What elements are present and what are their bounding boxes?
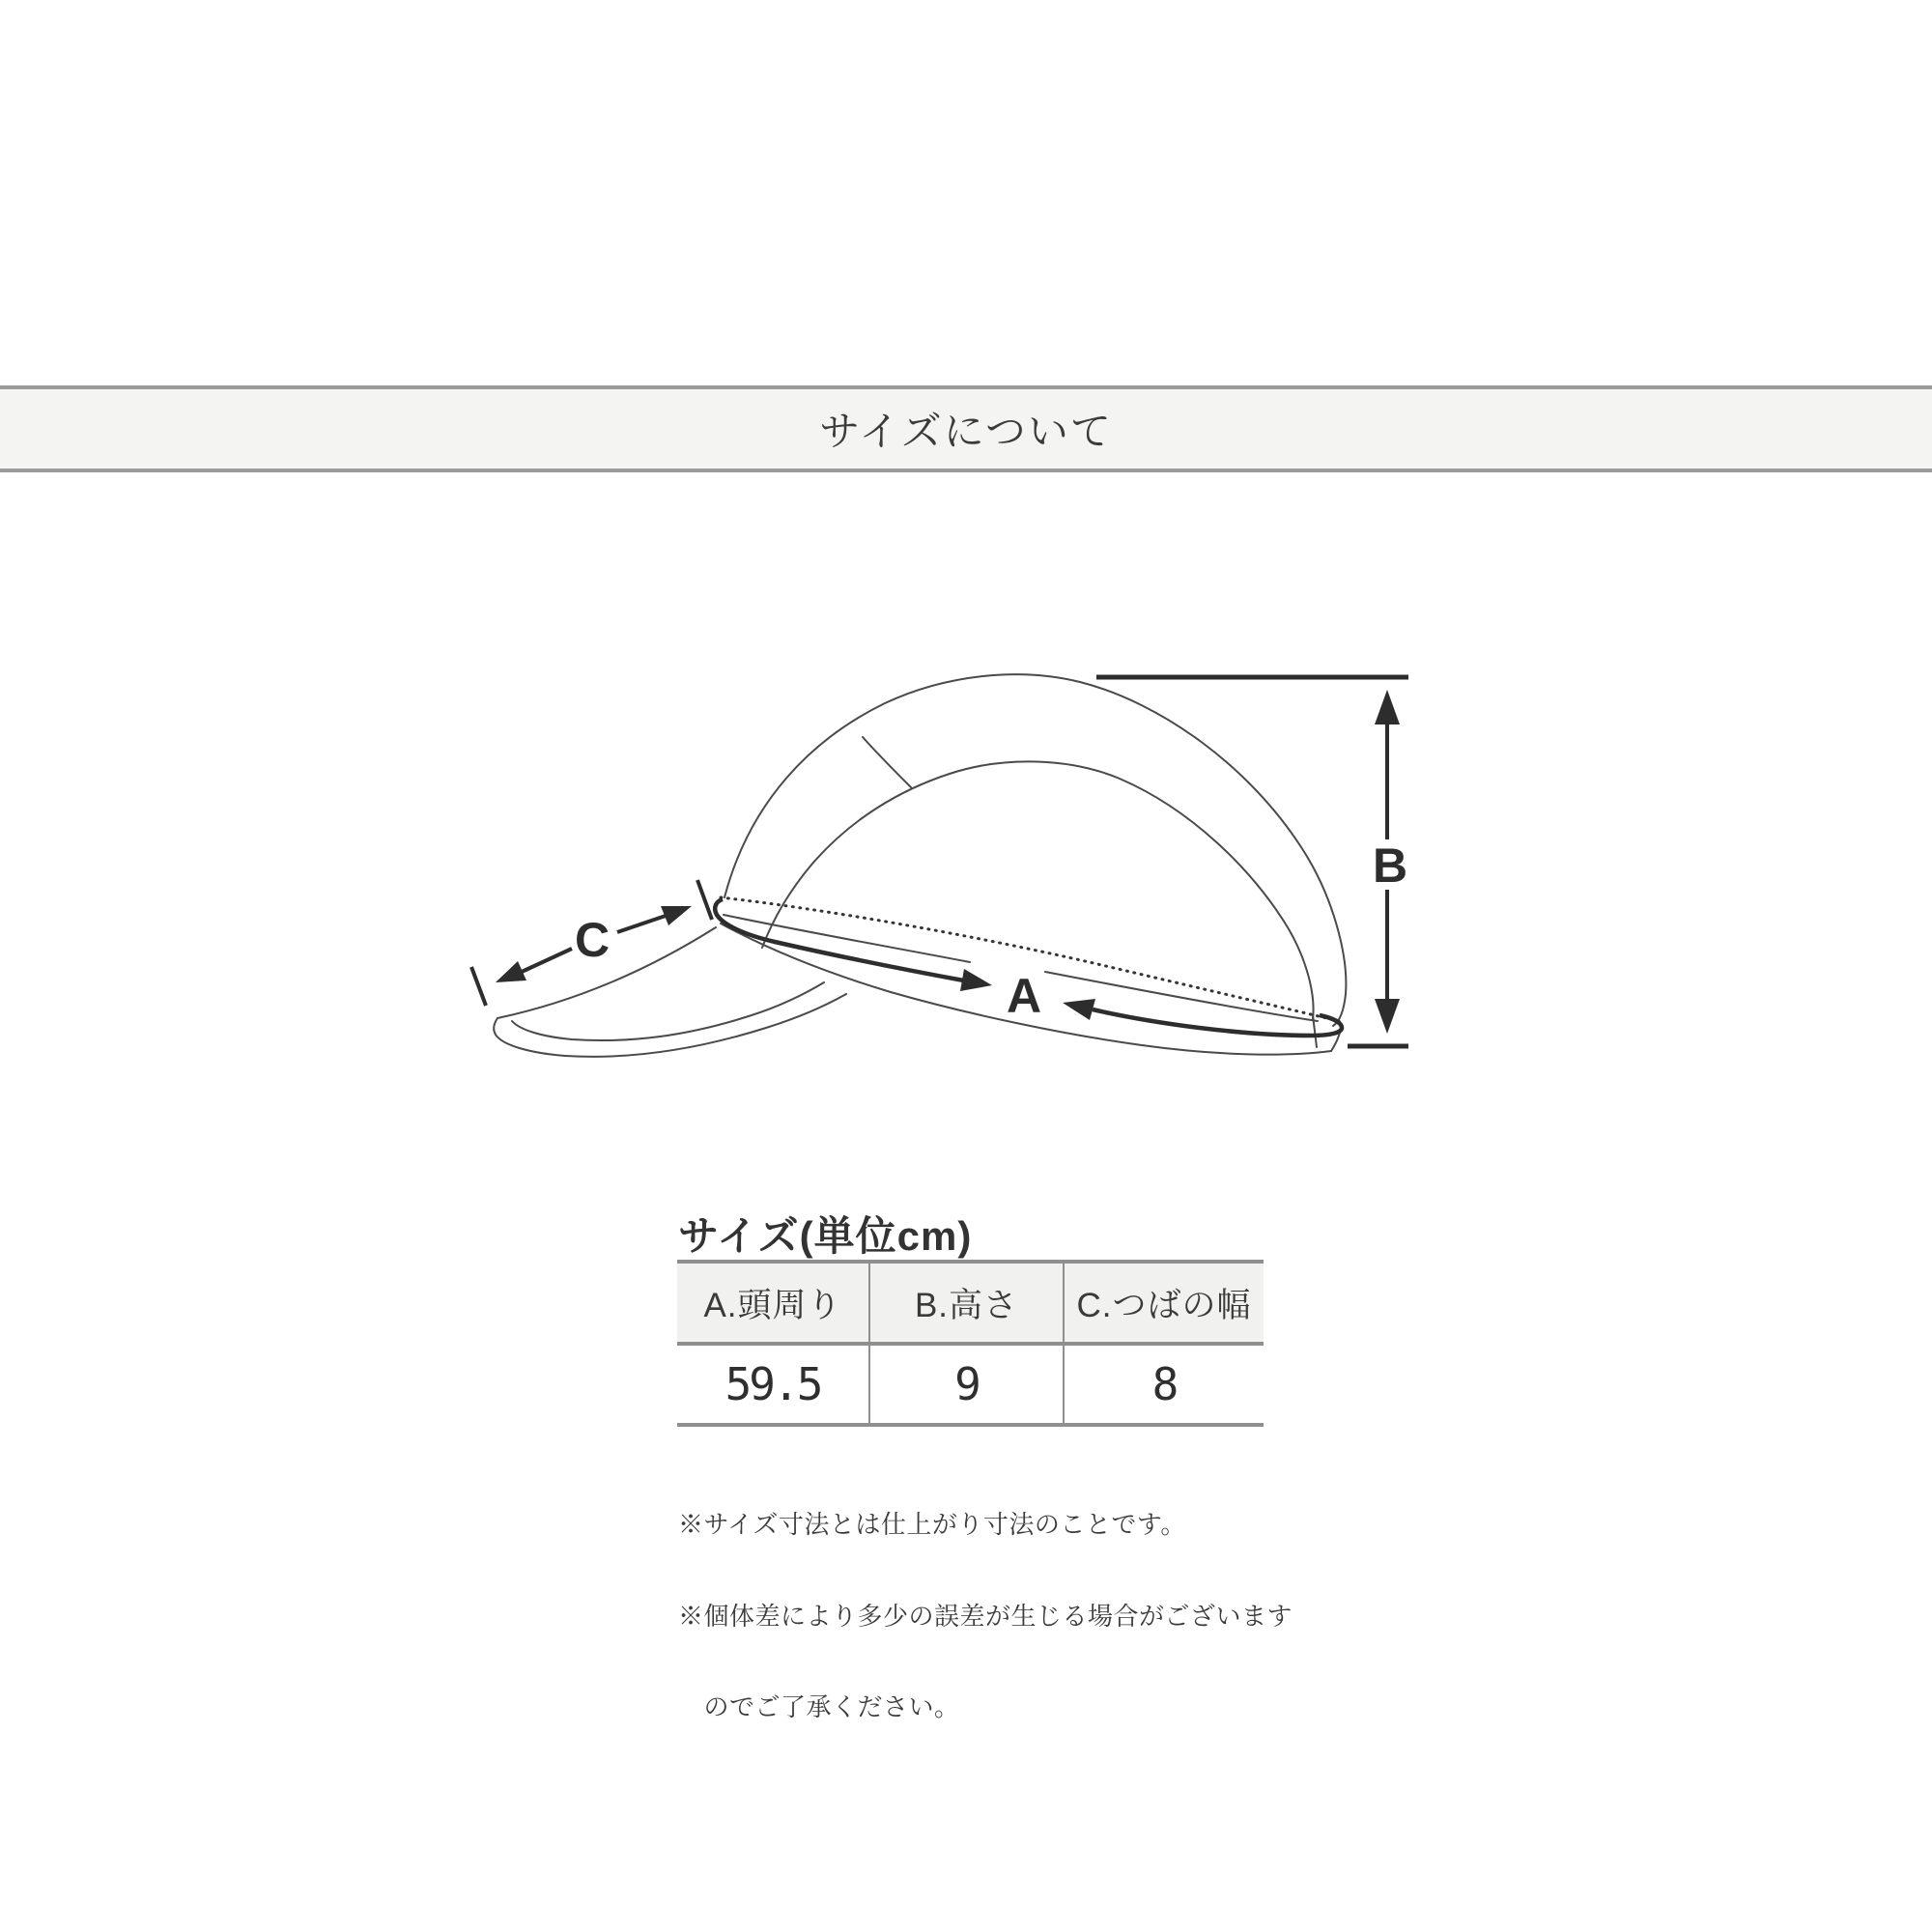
dimension-a-right-arrowhead-icon [1063,999,1095,1020]
brim-inner-edge-path [512,982,824,1040]
dimension-c-line-left [522,949,572,972]
dimension-c-right-arrowhead-icon [661,906,692,925]
size-table-title: サイズ(単位cm) [678,1213,973,1259]
dimension-a-left-arrowhead-icon [960,969,992,991]
size-table [677,1260,1264,1427]
size-note-line: ※サイズ寸法とは仕上がり寸法のことです。 [678,1510,1186,1539]
size-note-line: のでご了承ください。 [678,1692,960,1721]
size-table-header-brim: C.つばの幅 [1063,1264,1264,1346]
size-notes [678,1449,1293,1784]
size-table-header-height: B.高さ [868,1264,1063,1346]
dimension-b-up-arrowhead-icon [1375,690,1400,724]
dimension-b-down-arrowhead-icon [1375,999,1400,1034]
dimension-c-line-right [617,916,666,932]
size-table-value-brim: 8 [1063,1346,1264,1423]
dimension-c-tick-left [471,967,486,1006]
panel-seam-path [863,737,911,787]
cap-diagram [425,618,1449,1082]
size-table-value-height: 9 [868,1346,1063,1423]
brim-outer-edge-path [494,994,846,1057]
dimension-c-tick-right [697,880,712,920]
dimension-c-left-arrowhead-icon [496,961,526,982]
size-note-line: ※個体差により多少の誤差が生じる場合がございます [678,1601,1293,1631]
size-table-header-circumference: A.頭周り [677,1264,868,1346]
dimension-b-label: B [1372,838,1408,893]
section-title: サイズについて [819,409,1113,454]
section-header-bar [0,385,1932,472]
dimension-a-label: A [1006,969,1042,1023]
dimension-c-label: C [574,913,611,967]
size-table-value-circumference: 59.5 [677,1346,868,1423]
